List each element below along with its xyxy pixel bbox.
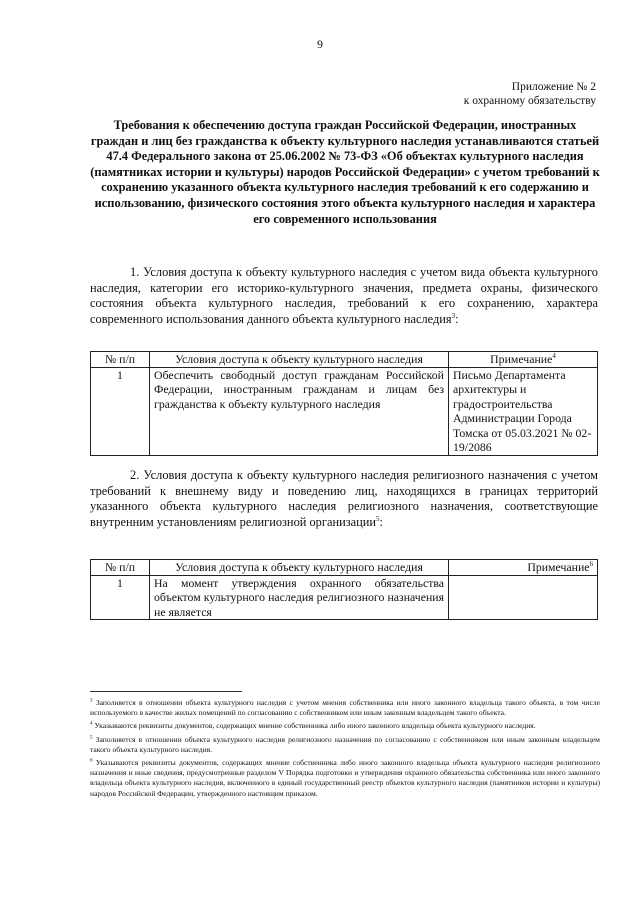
footnote: $^4$ Указываются реквизиты документов, содержащих мнение собственника либо иного законного владельца объекта культурного наследия.	[90, 721, 536, 731]
footnote-ref-5: 5	[376, 514, 380, 523]
footnote: $^3$ Заполняется в отношении объекта культурного наследия с учетом мнения собственника или иного законного владельца такого объекта, в том числе используемого в качестве жилых помещений по согласованию с собственником или иным законным владельцем такого объекта.	[90, 698, 600, 718]
cell-num: 1	[91, 575, 150, 620]
appendix-header	[464, 80, 596, 108]
footnote-ref-6: 6	[589, 560, 593, 569]
table-row	[91, 575, 598, 620]
header-conditions: Условия доступа к объекту культурного наследия	[150, 352, 449, 368]
cell-note	[449, 575, 598, 620]
cell-note: Письмо Департамента архитектуры и градостроительства Администрации Города Томска от 05.03.2021 № 02-19/2086	[449, 367, 598, 455]
header-note: Примечание$^6$	[449, 560, 598, 576]
conditions-table-1	[90, 351, 598, 456]
section-2-paragraph: 2. Условия доступа к объекту культурного наследия религиозного назначения с учетом требований к внешнему виду и поведению лиц, находящихся в границах территорий указанного объекта культурного наследия религиозного назначения, соответствующие внутренним установлениям религиозной организации$^5$:	[90, 468, 598, 529]
section-1-text: 1. Условия доступа к объекту культурного наследия с учетом вида объекта культурного наследия, категории его историко-культурного значения, предмета охраны, физического состояния объекта культурного наследия, требований к его сохранению, характера современного использования данного объекта культурного наследия	[90, 265, 598, 326]
page-number: 9	[317, 37, 323, 51]
cell-conditions: Обеспечить свободный доступ гражданам Российской Федерации, иностранным гражданам и лицам без гражданства к объекту культурного наследия	[150, 367, 449, 455]
header-note: Примечание$^4$	[449, 352, 598, 368]
table-header-row	[91, 352, 598, 368]
section-2-text: 2. Условия доступа к объекту культурного наследия религиозного назначения с учетом требований к внешнему виду и поведению лиц, находящихся в границах территорий указанного объекта культурного наследия религиозного назначения, соответствующие внутренним установлениям религиозной организации	[90, 468, 598, 529]
footnote-ref-3: 3	[451, 311, 456, 320]
footnote: $^6$ Указываются реквизиты документов, содержащих мнение собственника либо иного законного владельца объекта культурного наследия религиозного назначения и иные сведения, предусмотренные разделом V Порядка подготовки и утверждения охранного обязательства собственника или иного законного владельца объекта культурного наследия, включенного в единый государственный реестр объектов культурного наследия (памятников истории и культуры) народов Российской Федерации, утвержденного настоящим приказом.	[90, 758, 600, 798]
footnote-ref-4: 4	[552, 352, 556, 361]
appendix-number: Приложение № 2	[511, 81, 596, 93]
table-row	[91, 367, 598, 455]
document-title: Требования к обеспечению доступа граждан Российской Федерации, иностранных граждан и лиц без гражданства к объекту культурного наследия устанавливаются статьей 47.4 Федерального закона от 25.06.2002 № 73-ФЗ «Об объектах культурного наследия (памятниках истории и культуры) народов Российской Федерации» с учетом требований к сохранению указанного объекта культурного наследия требований к его содержанию и использованию, физического состояния этого объекта культурного наследия и характера его современного использования	[90, 118, 600, 226]
header-num: № п/п	[91, 560, 150, 576]
header-num: № п/п	[91, 352, 150, 368]
footnote: $^5$ Заполняется в отношении объекта культурного наследия религиозного назначения по согласованию с собственником или иным законным владельцем такого объекта культурного наследия.	[90, 734, 600, 754]
cell-conditions: На момент утверждения охранного обязательства объектом культурного наследия религиозного назначения не является	[150, 575, 449, 620]
section-1-paragraph: 1. Условия доступа к объекту культурного наследия с учетом вида объекта культурного наследия, категории его историко-культурного значения, предмета охраны, физического состояния объекта культурного наследия, требований к его сохранению, характера современного использования данного объекта культурного наследия$^3$:	[90, 265, 598, 326]
table-header-row	[91, 560, 598, 576]
appendix-reference: к охранному обязательству	[463, 95, 596, 107]
conditions-table-2	[90, 559, 598, 620]
footnotes	[90, 698, 600, 802]
cell-num: 1	[91, 367, 150, 455]
header-conditions: Условия доступа к объекту культурного наследия	[150, 560, 449, 576]
footnote-divider	[90, 691, 242, 692]
